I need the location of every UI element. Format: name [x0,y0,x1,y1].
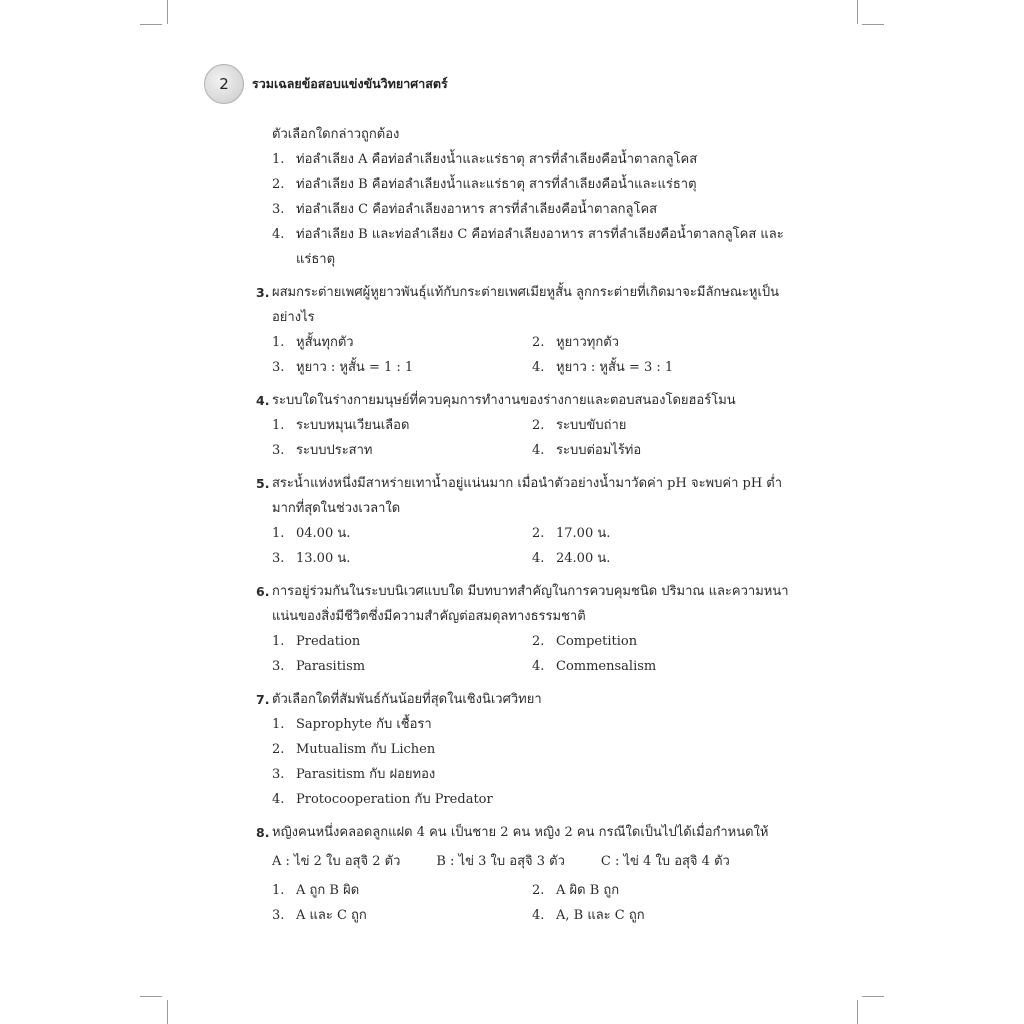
options-grid [256,413,796,463]
option: 3. หูยาว : หูสั้น = 1 : 1 [272,360,414,375]
option: 2. Competition [532,634,638,649]
crop-mark [862,996,884,997]
option: 1. Predation [272,634,361,649]
option: 2. Mutualism กับ Lichen [272,742,436,757]
option: 4. Protocooperation กับ Predator [272,792,493,807]
options-list [256,712,796,812]
question-text: การอยู่ร่วมกันในระบบนิเวศแบบใด มีบทบาทสำคัญในการควบคุมชนิด ปริมาณ และความหนาแน่นของสิ่งมีชีวิตซึ่งมีความสำคัญต่อสมดุลทางธรรมชาติ [272,584,789,624]
question-text: ระบบใดในร่างกายมนุษย์ที่ควบคุมการทำงานของร่างกายและตอบสนองโดยฮอร์โมน [272,393,736,408]
options-grid [256,878,796,928]
option: 2. A ผิด B ถูก [532,883,620,898]
condition: A : ไข่ 2 ใบ อสุจิ 2 ตัว [272,854,401,869]
page-content [256,122,796,928]
crop-mark [167,0,168,24]
option: 1. หูสั้นทุกตัว [272,335,354,350]
question-number: 7. [256,692,270,707]
condition: C : ไข่ 4 ใบ อสุจิ 4 ตัว [600,854,730,869]
page-number-badge [204,64,244,104]
option: 4. 24.00 น. [532,551,611,566]
question-3 [256,280,796,380]
question-4 [256,388,796,463]
condition: B : ไข่ 3 ใบ อสุจิ 3 ตัว [436,854,565,869]
option: 3. Parasitism กับ ฝอยทอง [272,767,436,782]
option: 3. A และ C ถูก [272,908,367,923]
crop-mark [140,996,162,997]
crop-mark [140,24,162,25]
question-text: หญิงคนหนึ่งคลอดลูกแฝด 4 คน เป็นชาย 2 คน หญิง 2 คน กรณีใดเป็นไปได้เมื่อกำหนดให้ [272,825,769,840]
options-grid [256,521,796,571]
option: 4. A, B และ C ถูก [532,908,645,923]
book-title: รวมเฉลยข้อสอบแข่งขันวิทยาศาสตร์ [252,76,448,91]
question-text: สระน้ำแห่งหนึ่งมีสาหร่ายเทาน้ำอยู่แน่นมาก เมื่อนำตัวอย่างน้ำมาวัดค่า pH จะพบค่า pH ต่ำมากที่สุดในช่วงเวลาใด [272,476,783,516]
question-text: ผสมกระต่ายเพศผู้หูยาวพันธุ์แท้กับกระต่ายเพศเมียหูสั้น ลูกกระต่ายที่เกิดมาจะมีลักษณะหูเป็นอย่างไร [272,285,780,325]
options-list [256,147,796,272]
question-number: 5. [256,476,270,491]
question-7 [256,687,796,812]
question-lead: ตัวเลือกใดกล่าวถูกต้อง [272,127,400,142]
question-6 [256,579,796,679]
option: 1. ระบบหมุนเวียนเลือด [272,418,410,433]
conditions-row [256,849,796,874]
option: 2. ท่อลำเลียง B คือท่อลำเลียงน้ำและแร่ธาตุ สารที่ลำเลียงคือน้ำและแร่ธาตุ [272,177,697,192]
question-number: 8. [256,825,270,840]
options-grid [256,330,796,380]
question-number: 4. [256,393,270,408]
option: 4. ท่อลำเลียง B และท่อลำเลียง C คือท่อลำเลียงอาหาร สารที่ลำเลียงคือน้ำตาลกลูโคส และแร่ธาตุ [272,227,784,267]
page-number: 2 [219,75,229,93]
question-number: 3. [256,285,270,300]
question-number: 6. [256,584,270,599]
option: 3. Parasitism [272,659,366,674]
option: 1. A ถูก B ผิด [272,883,360,898]
option: 3. 13.00 น. [272,551,351,566]
option: 2. 17.00 น. [532,526,611,541]
option: 4. หูยาว : หูสั้น = 3 : 1 [532,360,674,375]
crop-mark [857,0,858,24]
option: 1. Saprophyte กับ เชื้อรา [272,717,432,732]
option: 2. หูยาวทุกตัว [532,335,619,350]
option: 1. 04.00 น. [272,526,351,541]
option: 1. ท่อลำเลียง A คือท่อลำเลียงน้ำและแร่ธาตุ สารที่ลำเลียงคือน้ำตาลกลูโคส [272,152,698,167]
option: 3. ท่อลำเลียง C คือท่อลำเลียงอาหาร สารที่ลำเลียงคือน้ำตาลกลูโคส [272,202,658,217]
page-header [204,64,764,104]
crop-mark [862,24,884,25]
option: 2. ระบบขับถ่าย [532,418,627,433]
option: 4. ระบบต่อมไร้ท่อ [532,443,642,458]
options-grid [256,629,796,679]
crop-mark [167,1000,168,1024]
option: 3. ระบบประสาท [272,443,373,458]
question-8 [256,820,796,928]
option: 4. Commensalism [532,659,657,674]
question-text: ตัวเลือกใดที่สัมพันธ์กันน้อยที่สุดในเชิงนิเวศวิทยา [272,692,542,707]
crop-mark [857,1000,858,1024]
question-5 [256,471,796,571]
